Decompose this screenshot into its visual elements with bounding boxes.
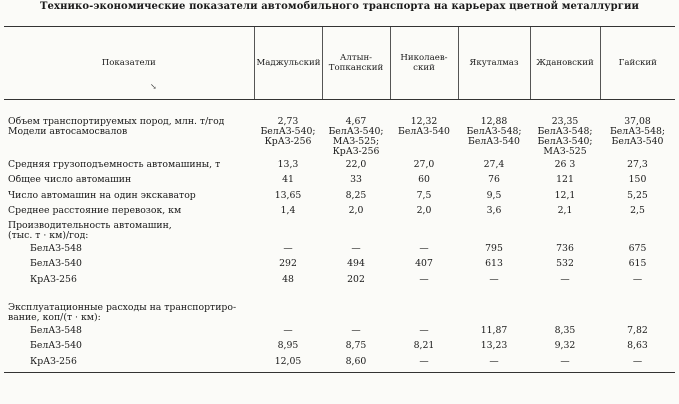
cell: 8,21 [413,341,435,352]
cell: 8,35 [554,326,576,337]
cell: — [283,244,293,255]
table-row [4,206,675,221]
cell: 12,1 [554,190,576,201]
cell: 150 [628,175,647,186]
row-label: КрАЗ-256 [4,357,254,373]
header-col-2: Алтын- Топканский [322,27,390,100]
cell: БелАЗ-548; БелАЗ-540 [466,127,522,147]
cell: 795 [485,244,503,255]
cell: 675 [628,244,647,255]
table-row [4,357,675,373]
header-row [4,27,675,100]
cell: 2,0 [348,205,364,216]
table-row [4,275,675,290]
section-row [4,290,675,326]
indicators-table [4,26,675,373]
cell: 736 [556,244,574,255]
cell: 8,95 [277,341,299,352]
cell: 7,82 [627,326,648,337]
cell: 26 3 [554,160,576,170]
cell: 1,4 [280,205,296,216]
table-row [4,244,675,259]
cell: 13,65 [274,190,302,201]
section-row [4,221,675,244]
cell: 37,08 [624,116,651,127]
header-col-4: Якуталмаз [458,27,530,100]
header-col-6: Гайский [600,27,675,100]
cell: 13,3 [277,160,299,170]
cell: 12,88 [480,116,508,127]
cell: 13,23 [480,341,508,352]
cell: 12,05 [254,357,322,373]
row-label: Число автомашин на один экскаватор [8,190,196,201]
cell: — [632,274,643,285]
cell: БелАЗ-540 [398,127,450,137]
table-row [4,259,675,274]
cell: 48 [282,274,294,285]
table-row [4,191,675,206]
table-row [4,326,675,341]
cell: — [560,274,570,285]
cell: — [351,244,361,255]
table-title: Технико-экономические показатели автомобильного транспорта на карьерах цветной металлургии [40,1,639,12]
row-label: БелАЗ-548 [30,244,82,255]
cell: 60 [418,175,430,186]
cell: 407 [415,259,433,270]
cell: 27,0 [413,160,435,170]
row-label: Общее число автомашин [8,175,132,186]
section-label: Эксплуатационные расходы на транспортиро- вание, коп/(т · км): [8,302,237,324]
cell: 2,0 [416,205,432,216]
cell [254,290,322,326]
cell: 76 [488,175,500,186]
table-row [4,127,675,160]
cell: 2,5 [630,205,645,216]
row-label: КрАЗ-256 [30,274,77,285]
row-label: БелАЗ-548 [30,326,82,337]
cell: БелАЗ-548; БелАЗ-540; МАЗ-525 [537,127,593,157]
cell: 33 [350,175,362,186]
cell: 613 [485,259,503,270]
table-row [4,160,675,175]
cell: 121 [556,175,574,186]
cell [600,290,675,326]
cell: 494 [347,259,365,270]
cell: 8,63 [627,341,648,352]
cell: БелАЗ-540; МАЗ-525; КрАЗ-256 [328,127,384,157]
cell: 2,1 [557,205,573,216]
cell: 5,25 [627,190,648,201]
cell: 292 [279,259,297,270]
cell: 27,3 [627,160,648,170]
cell: 27,4 [483,160,505,170]
cell: 2,73 [277,116,299,127]
cell: 8,75 [345,341,367,352]
cell: — [530,357,600,373]
row-label: Объем транспортируемых пород, млн. т/год [8,116,225,127]
cell: — [489,274,499,285]
cell: 4,67 [345,116,367,127]
cell: — [390,357,458,373]
row-label: БелАЗ-540 [30,341,82,352]
cell: — [351,326,361,337]
cell: БелАЗ-548; БелАЗ-540 [609,127,666,147]
cell: 8,60 [322,357,390,373]
cell [322,290,390,326]
cell: 9,32 [554,341,576,352]
table-row [4,175,675,190]
cell [600,221,675,244]
cell: БелАЗ-540; КрАЗ-256 [260,127,316,147]
cell: — [458,357,530,373]
cell: 23,35 [551,116,579,127]
cell: — [283,326,293,337]
row-label: Среднее расстояние перевозок, км [8,205,182,216]
header-col-5: Ждановский [530,27,600,100]
cell: — [419,326,429,337]
cell: 41 [282,175,294,186]
cell [390,290,458,326]
cell: 12,32 [410,116,438,127]
cell: — [419,274,429,285]
cell [458,290,530,326]
table-row [4,100,675,128]
cell [530,290,600,326]
cell: 9,5 [486,190,502,201]
cell: 22,0 [345,160,367,170]
section-label: Производительность автомашин, (тыс. т · км)/год: [8,221,172,242]
header-col-3: Николаев- ский [390,27,458,100]
row-label: Модели автосамосвалов [8,127,128,137]
cell [530,221,600,244]
table-row [4,341,675,356]
cell: 532 [556,259,574,270]
row-label: БелАЗ-540 [30,259,82,270]
cell: 7,5 [416,190,432,201]
cell: — [600,357,675,373]
cell: 615 [628,259,647,270]
header-indicators: Показатели [4,27,254,100]
cell: 3,6 [486,205,502,216]
cell: — [419,244,429,255]
cell: 202 [347,274,365,285]
cell [322,221,390,244]
cell [254,221,322,244]
row-label: Средняя грузоподъемность автомашины, т [8,160,221,170]
cell [458,221,530,244]
header-col-1: Маджульский [254,27,322,100]
cell: 11,87 [480,326,508,337]
scan-mark-icon: ↘ [150,82,157,91]
cell [390,221,458,244]
cell: 8,25 [345,190,367,201]
